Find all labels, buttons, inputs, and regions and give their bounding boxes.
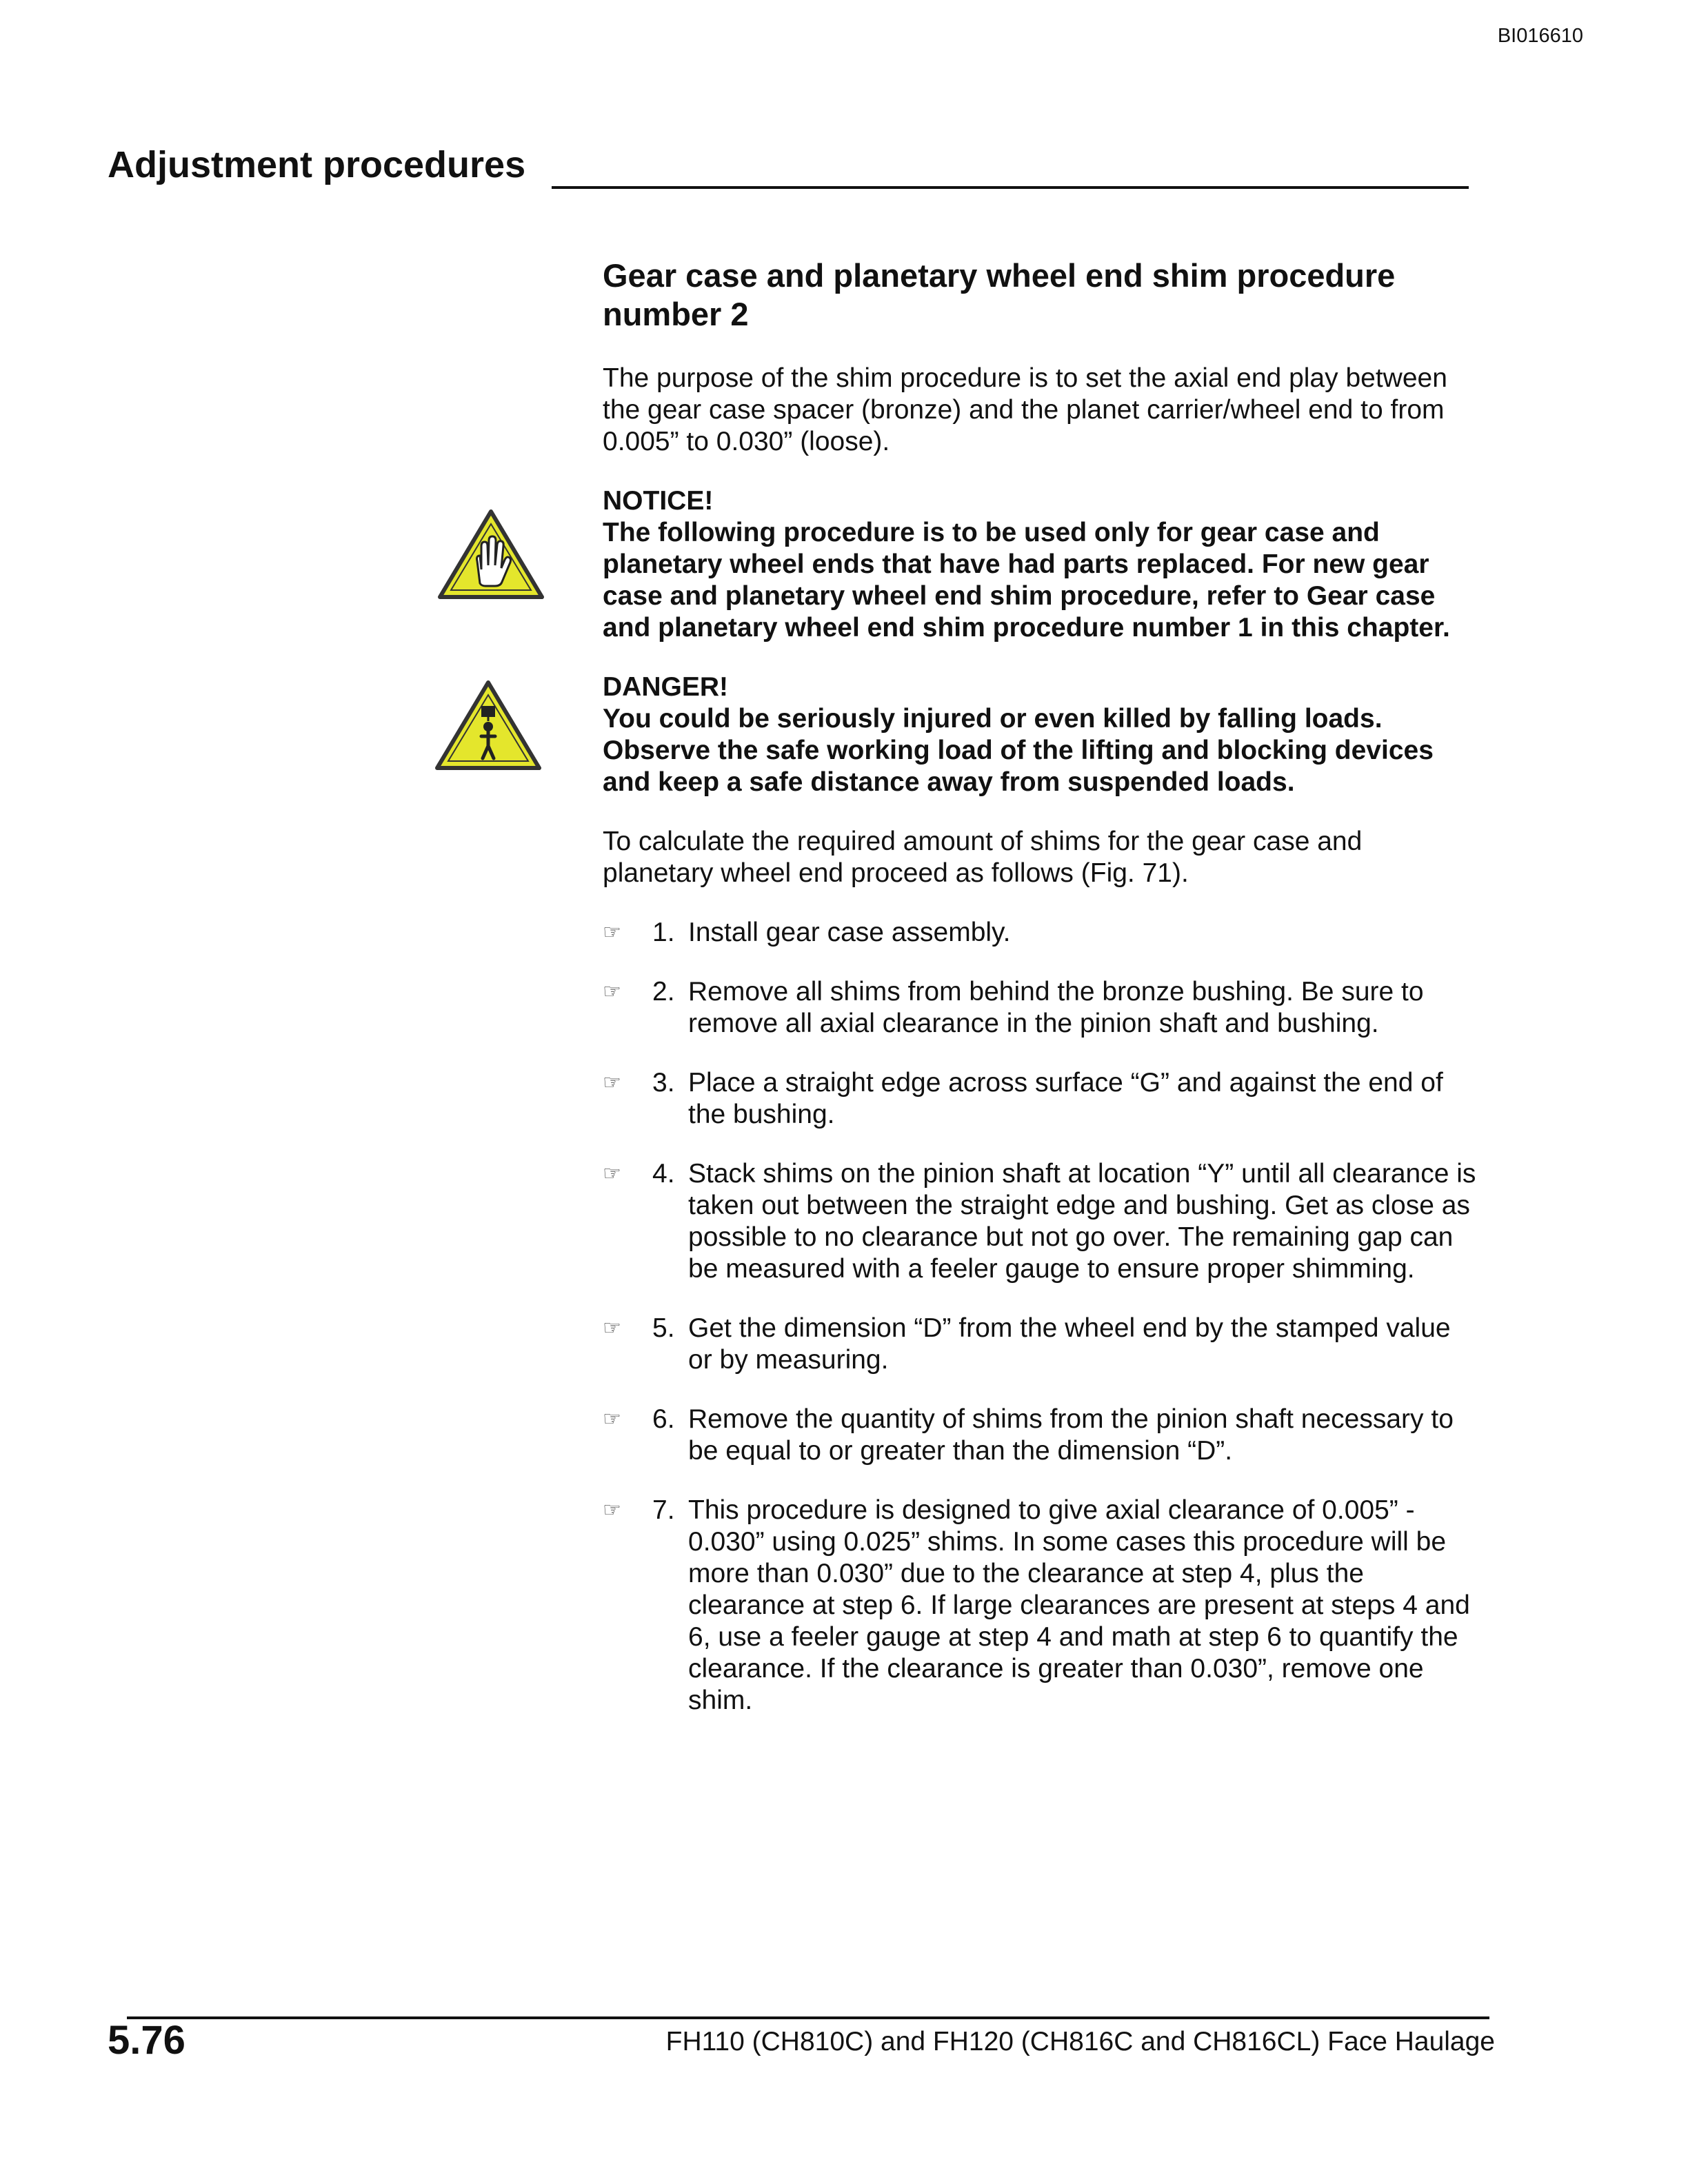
pointing-hand-icon: ☞ — [603, 1071, 621, 1094]
pointing-hand-icon: ☞ — [603, 1499, 621, 1521]
step-text: Get the dimension “D” from the wheel end by the stamped value or by measuring. — [688, 1313, 1451, 1375]
step-number: 1. — [652, 918, 675, 947]
danger-label: DANGER! — [603, 672, 728, 702]
procedure-step — [603, 1313, 1478, 1376]
notice-block — [603, 485, 1478, 644]
step-number: 7. — [652, 1495, 675, 1525]
step-number: 6. — [652, 1404, 675, 1434]
pointing-hand-icon: ☞ — [603, 1317, 621, 1339]
calculation-intro: To calculate the required amount of shims for the gear case and planetary wheel end proceed as follows (Fig. 71). — [603, 827, 1363, 888]
notice-label: NOTICE! — [603, 486, 714, 516]
pointing-hand-icon: ☞ — [603, 1408, 621, 1430]
pointing-hand-icon: ☞ — [603, 921, 621, 944]
pointing-hand-icon: ☞ — [603, 980, 621, 1003]
footer-title: FH110 (CH810C) and FH120 (CH816C and CH816CL) Face Haulage — [665, 2027, 1495, 2056]
procedure-step — [603, 1404, 1478, 1467]
step-number: 2. — [652, 977, 675, 1007]
danger-text: You could be seriously injured or even killed by falling loads. Observe the safe working load of the lifting and blocking devices and keep a safe distance away from suspended loads. — [603, 704, 1434, 797]
procedure-step — [603, 1158, 1478, 1285]
page-number: 5.76 — [108, 2018, 185, 2063]
procedure-step — [603, 917, 1478, 949]
footer-rule — [127, 2016, 1489, 2019]
heading-rule — [552, 186, 1469, 189]
pointing-hand-icon: ☞ — [603, 1162, 621, 1185]
procedure-step — [603, 1067, 1478, 1131]
step-number: 4. — [652, 1159, 675, 1189]
procedure-content — [603, 256, 1478, 1744]
document-id: BI016610 — [1497, 25, 1583, 47]
notice-text: The following procedure is to be used only for gear case and planetary wheel ends that have had parts replaced. For new gear case and planetary wheel end shim procedure, refer to Gear case and planetary wheel end shim procedure number 1 in this chapter. — [603, 518, 1450, 643]
step-text: Stack shims on the pinion shaft at location “Y” until all clearance is taken out between the straight edge and bushing. Get as close as possible to no clearance but not go over. The remaining gap can be measured with a feeler gauge to ensure proper shimming. — [688, 1159, 1476, 1284]
step-number: 3. — [652, 1068, 675, 1098]
step-text: Remove the quantity of shims from the pinion shaft necessary to be equal to or greater than the dimension “D”. — [688, 1404, 1454, 1466]
procedure-steps — [603, 917, 1478, 1717]
step-number: 5. — [652, 1313, 675, 1343]
intro-paragraph: The purpose of the shim procedure is to set the axial end play between the gear case spacer (bronze) and the planet carrier/wheel end to from 0.005” to 0.030” (loose). — [603, 363, 1447, 456]
hand-warning-icon — [436, 507, 546, 601]
procedure-title: Gear case and planetary wheel end shim procedure number 2 — [603, 257, 1396, 332]
procedure-step — [603, 976, 1478, 1040]
step-text: This procedure is designed to give axial clearance of 0.005” - 0.030” using 0.025” shims. In some cases this procedure will be more than 0.030” due to the clearance at step 4, plus the clearance at step 6. If large clearances are present at steps 4 and 6, use a feeler gauge at step 4 and math at step 6 to quantify the clearance. If the clearance is greater than 0.030”, remove one shim. — [688, 1495, 1470, 1715]
falling-load-warning-icon — [433, 678, 543, 772]
danger-block — [603, 671, 1478, 798]
procedure-step — [603, 1495, 1478, 1717]
step-text: Place a straight edge across surface “G” and against the end of the bushing. — [688, 1068, 1443, 1129]
section-heading: Adjustment procedures — [108, 144, 526, 185]
step-text: Remove all shims from behind the bronze bushing. Be sure to remove all axial clearance in the pinion shaft and bushing. — [688, 977, 1424, 1038]
step-text: Install gear case assembly. — [688, 918, 1011, 947]
